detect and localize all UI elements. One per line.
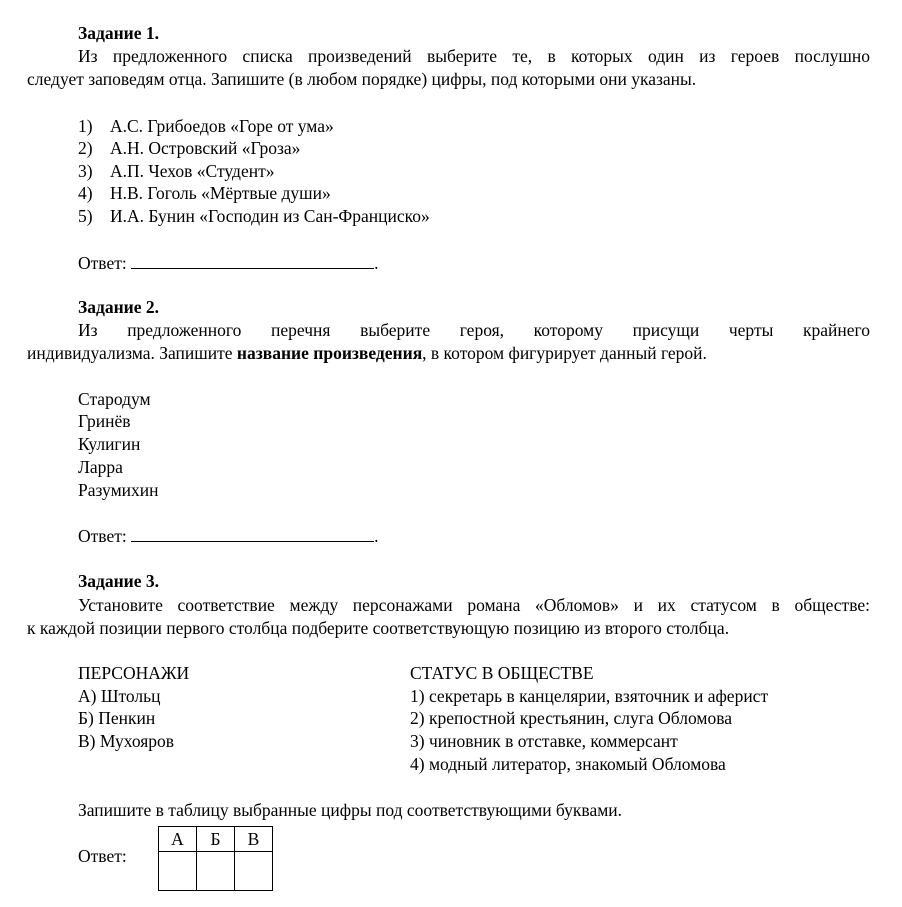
task1-item-text: А.С. Грибоедов «Горе от ума» — [110, 116, 334, 136]
task3-col1-header: ПЕРСОНАЖИ — [78, 663, 190, 683]
task1-answer-label: Ответ: — [78, 253, 127, 273]
task3-instruction: Запишите в таблицу выбранные цифры под соответствующими буквами. — [78, 800, 623, 820]
task2-text-line2-after: , в котором фигурирует данный герой. — [422, 343, 707, 363]
task1-item-num: 5) — [78, 206, 93, 226]
task3-col2-item: 2) крепостной крестьянин, слуга Обломова — [410, 708, 732, 728]
task3-text-line1: Установите соответствие между персонажами романа «Обломов» и их статусом в обществе: — [78, 595, 870, 615]
task2-answer — [78, 525, 378, 547]
task1-item-num: 4) — [78, 183, 93, 203]
answer-table-header-a: А — [159, 827, 197, 852]
task3-col2-item: 3) чиновник в отставке, коммерсант — [410, 731, 678, 751]
task1-answer-field[interactable] — [131, 252, 374, 269]
task1-item-text: А.Н. Островский «Гроза» — [110, 138, 301, 158]
task1-item-num: 2) — [78, 138, 93, 158]
task3-answer-label: Ответ: — [78, 846, 127, 866]
answer-table-header-row — [159, 827, 273, 852]
task1-item-num: 1) — [78, 116, 93, 136]
task1-text-line2: следует заповедям отца. Запишите (в любом порядке) цифры, под которыми они указаны. — [27, 69, 697, 89]
task1-item-text: Н.В. Гоголь «Мёртвые души» — [110, 183, 331, 203]
task1-text-line1: Из предложенного списка произведений выберите те, в которых один из героев послушно — [78, 46, 870, 66]
task2-text-line2-before: индивидуализма. Запишите — [27, 343, 237, 363]
task3-col1-item: В) Мухояров — [78, 731, 175, 751]
task2-item: Ларра — [78, 457, 123, 477]
answer-cell-b[interactable] — [197, 852, 235, 891]
task1-answer — [78, 252, 378, 274]
answer-table-input-row — [159, 852, 273, 891]
task3-col2-item: 1) секретарь в канцелярии, взяточник и аферист — [410, 686, 769, 706]
answer-table-header-v: В — [235, 827, 273, 852]
task1-item-text: И.А. Бунин «Господин из Сан-Франциско» — [110, 206, 430, 226]
task2-item: Разумихин — [78, 480, 159, 500]
task2-text-line2 — [27, 342, 707, 364]
task3-answer-table — [158, 826, 273, 891]
answer-table-header-b: Б — [197, 827, 235, 852]
task3-col1-item: А) Штольц — [78, 686, 161, 706]
answer-cell-v[interactable] — [235, 852, 273, 891]
task3-text-line2: к каждой позиции первого столбца подберите соответствующую позицию из второго столбца. — [27, 618, 730, 638]
task2-item: Стародум — [78, 389, 151, 409]
task3-col1-item: Б) Пенкин — [78, 708, 156, 728]
task2-text-line1: Из предложенного перечня выберите героя, которому присущи черты крайнего — [78, 320, 870, 340]
task1-title: Задание 1. — [78, 23, 160, 43]
task1-answer-end: . — [374, 253, 379, 273]
task2-text-line2-bold: название произведения — [236, 343, 423, 363]
task1-item-num: 3) — [78, 161, 93, 181]
task2-item: Гринёв — [78, 411, 131, 431]
task2-item: Кулигин — [78, 434, 141, 454]
task2-answer-field[interactable] — [131, 525, 374, 542]
answer-cell-a[interactable] — [159, 852, 197, 891]
task3-title: Задание 3. — [78, 571, 160, 591]
task3-col2-item: 4) модный литератор, знакомый Обломова — [410, 754, 726, 774]
task3-col2-header: СТАТУС В ОБЩЕСТВЕ — [410, 663, 594, 683]
task2-answer-end: . — [374, 526, 379, 546]
task2-answer-label: Ответ: — [78, 526, 127, 546]
task1-item-text: А.П. Чехов «Студент» — [110, 161, 275, 181]
task2-title: Задание 2. — [78, 297, 160, 317]
